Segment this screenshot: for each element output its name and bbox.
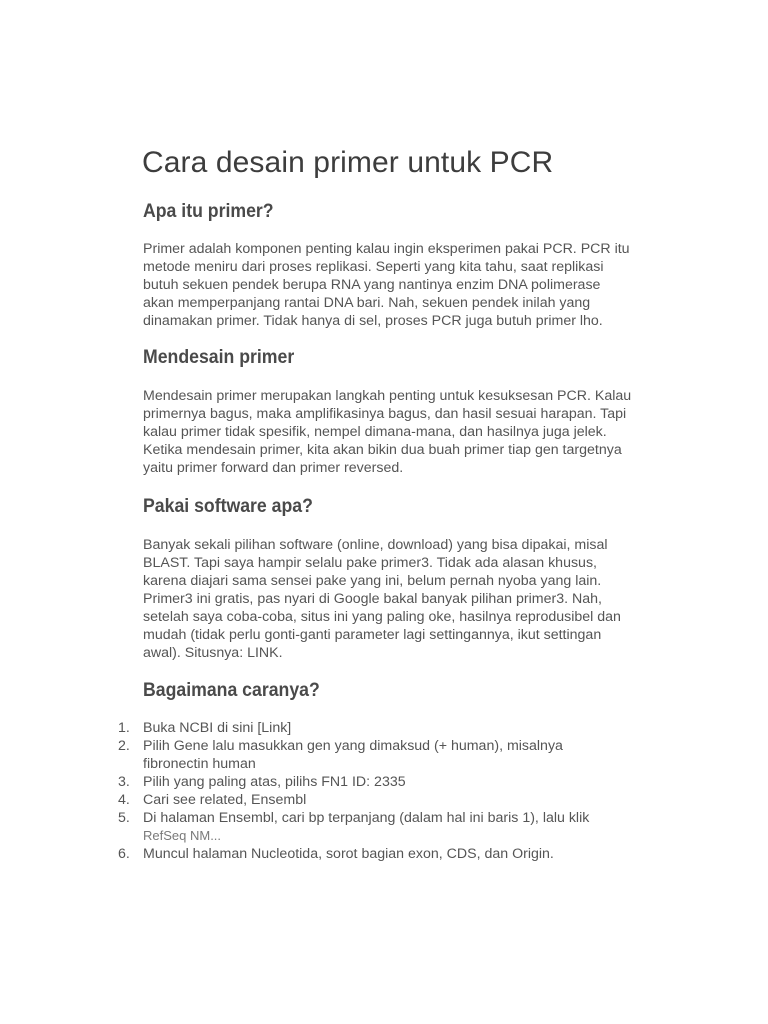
list-item-text: Pilih yang paling atas, pilihs FN1 ID: 2335 [143,774,406,790]
paragraph-line: mudah (tidak perlu gonti-ganti parameter lagi settingannya, ikut settingan [143,627,602,643]
list-item-number: 3. [118,774,130,790]
section-heading-apa-itu-primer: Apa itu primer? [143,201,274,222]
list-item-number: 5. [118,810,130,826]
paragraph-line: dinamakan primer. Tidak hanya di sel, proses PCR juga butuh primer lho. [143,313,603,329]
list-item [110,773,670,791]
list-item-number: 2. [118,738,130,754]
list-item [110,791,670,809]
paragraph-line: butuh sekuen pendek berupa RNA yang nantinya enzim DNA polimerase [143,277,601,293]
paragraph-line: Ketika mendesain primer, kita akan bikin dua buah primer tiap gen targetnya [143,442,622,458]
list-item [110,845,670,863]
list-item-number: 1. [118,720,130,736]
list-item [110,737,670,773]
paragraph-line: metode meniru dari proses replikasi. Seperti yang kita tahu, saat replikasi [143,259,604,275]
list-item-text: Di halaman Ensembl, cari bp terpanjang (dalam hal ini baris 1), lalu klik [143,810,590,826]
list-item-text: Pilih Gene lalu masukkan gen yang dimaksud (+ human), misalnya [143,738,563,754]
refseq-link-text: RefSeq NM... [143,828,222,843]
paragraph-line: Mendesain primer merupakan langkah penting untuk kesuksesan PCR. Kalau [143,388,632,404]
section-heading-pakai-software: Pakai software apa? [143,496,313,517]
paragraph-line: awal). Situsnya: LINK. [143,645,283,661]
section-paragraph-apa-itu-primer [143,240,703,330]
section-heading-mendesain-primer: Mendesain primer [143,347,295,368]
list-item-number: 4. [118,792,130,808]
paragraph-line: kalau primer tidak spesifik, nempel dimana-mana, dan hasilnya juga jelek. [143,424,607,440]
paragraph-line: karena diajari sama sensei pake yang ini, belum pernah nyoba yang lain. [143,573,602,589]
page-title: Cara desain primer untuk PCR [142,146,554,179]
paragraph-line: setelah saya coba-coba, situs ini yang paling oke, hasilnya reprodusibel dan [143,609,621,625]
paragraph-line: primernya bagus, maka amplifikasinya bagus, dan hasil sesuai harapan. Tapi [143,406,627,422]
paragraph-line: akan memperpanjang rantai DNA bari. Nah, sekuen pendek inilah yang [143,295,591,311]
section-heading-bagaimana-caranya: Bagaimana caranya? [143,680,320,701]
paragraph-line: Primer adalah komponen penting kalau ingin eksperimen pakai PCR. PCR itu [143,241,630,257]
list-item [110,809,670,845]
paragraph-line: Primer3 ini gratis, pas nyari di Google bakal banyak pilihan primer3. Nah, [143,591,602,607]
paragraph-line: yaitu primer forward dan primer reversed. [143,460,404,476]
section-paragraph-mendesain-primer [143,387,703,477]
list-item-text: Muncul halaman Nucleotida, sorot bagian exon, CDS, dan Origin. [143,846,554,862]
list-item-text: Cari see related, Ensembl [143,792,307,808]
paragraph-line: BLAST. Tapi saya hampir selalu pake primer3. Tidak ada alasan khusus, [143,555,597,571]
list-item [110,719,670,737]
list-item-number: 6. [118,846,130,862]
list-item-text: fibronectin human [143,756,256,772]
list-item-text: Buka NCBI di sini [Link] [143,720,292,736]
paragraph-line: Banyak sekali pilihan software (online, download) yang bisa dipakai, misal [143,537,608,553]
section-paragraph-pakai-software [143,536,703,662]
steps-list [110,719,670,863]
